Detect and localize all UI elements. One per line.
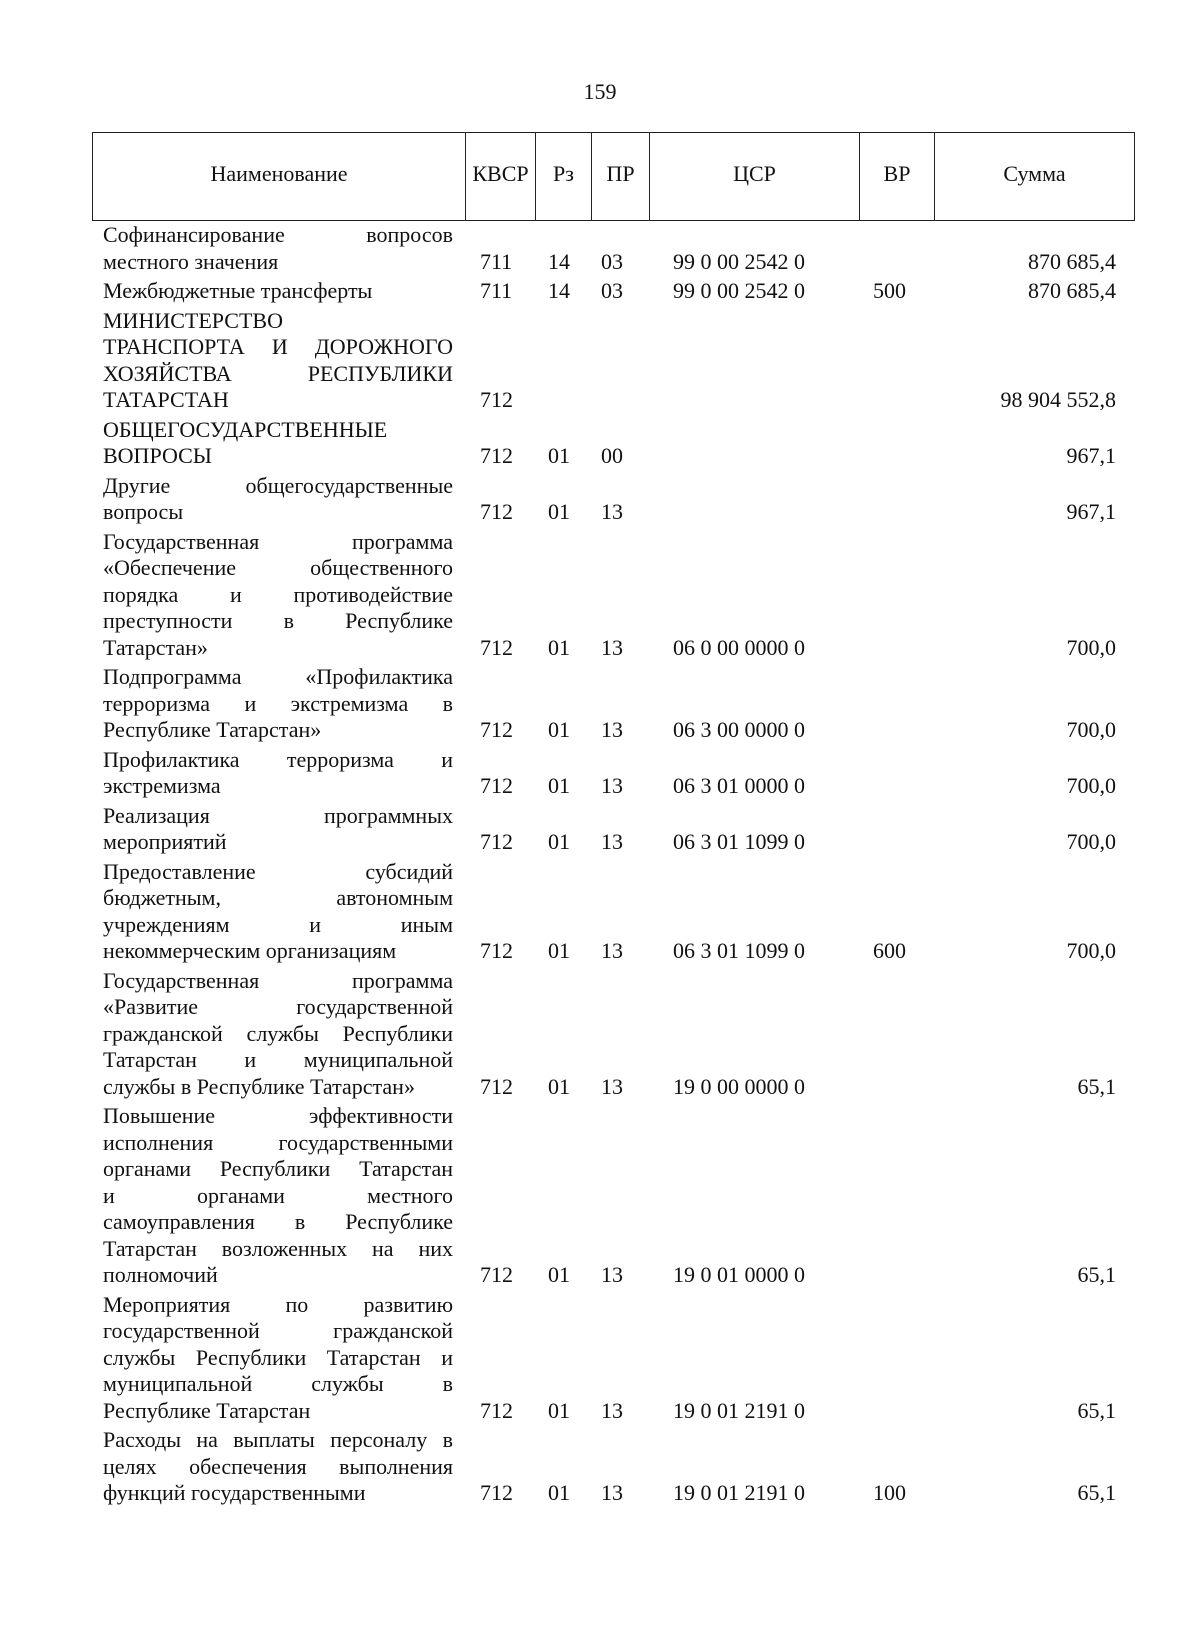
row-name <box>103 278 453 305</box>
row-sum: 870 685,4 <box>1028 278 1116 303</box>
row-name-line: учреждениям и иным <box>103 911 453 937</box>
row-name <box>103 1292 453 1425</box>
row-rz: 01 <box>548 443 570 468</box>
row-name-line: экстремизма <box>103 773 221 798</box>
row-name-line: Реализация программных <box>103 802 453 828</box>
table-row <box>0 803 1200 856</box>
row-kvsr: 712 <box>480 499 513 524</box>
row-name-line: терроризма и экстремизма в <box>103 690 453 716</box>
row-name-line: «Развитие государственной <box>103 994 453 1019</box>
row-sum: 65,1 <box>1077 1262 1116 1287</box>
row-name-line: ТРАНСПОРТА И ДОРОЖНОГО <box>103 334 453 359</box>
row-name-line: Татарстан возложенных на них <box>103 1235 453 1261</box>
row-name-line: Татарстан» <box>103 634 208 660</box>
row-csr: 06 3 01 1099 0 <box>673 938 805 963</box>
row-sum: 65,1 <box>1077 1480 1116 1505</box>
row-name-line: Республике Татарстан» <box>103 717 322 742</box>
table-body <box>0 222 1200 1510</box>
row-name-line: ВОПРОСЫ <box>103 443 212 468</box>
row-kvsr: 712 <box>480 1397 513 1423</box>
row-name-line: Софинансирование вопросов <box>103 222 453 247</box>
row-name <box>103 1103 453 1289</box>
row-vr: 500 <box>873 278 906 303</box>
row-kvsr: 712 <box>480 443 513 468</box>
row-rz: 01 <box>548 499 570 524</box>
row-name-line: самоуправления в Республике <box>103 1209 453 1234</box>
table-row <box>0 968 1200 1101</box>
row-name-line: гражданской службы Республики <box>103 1020 453 1046</box>
row-vr: 100 <box>873 1480 906 1505</box>
row-rz: 01 <box>548 1397 570 1423</box>
row-csr: 19 0 01 2191 0 <box>673 1480 805 1505</box>
row-csr: 99 0 00 2542 0 <box>673 248 805 274</box>
row-sum: 65,1 <box>1077 1397 1116 1423</box>
row-name-line: Татарстан и муниципальной <box>103 1047 453 1072</box>
row-kvsr: 712 <box>480 717 513 742</box>
row-name-line: «Обеспечение общественного <box>103 555 453 580</box>
row-sum: 700,0 <box>1066 634 1116 660</box>
row-name <box>103 747 453 800</box>
row-name-line: Повышение эффективности <box>103 1103 453 1128</box>
table-row <box>0 859 1200 965</box>
row-rz: 01 <box>548 773 570 798</box>
row-sum: 65,1 <box>1077 1073 1116 1099</box>
row-kvsr: 712 <box>480 634 513 660</box>
row-name-line: преступности в Республике <box>103 608 453 633</box>
row-rz: 01 <box>548 717 570 742</box>
row-name-line: Предоставление субсидий <box>103 858 453 884</box>
row-sum: 98 904 552,8 <box>1000 387 1116 412</box>
row-name <box>103 1427 453 1507</box>
row-kvsr: 712 <box>480 1262 513 1287</box>
row-csr: 06 3 00 0000 0 <box>673 717 805 742</box>
row-name <box>103 222 453 275</box>
header-pr: ПР <box>592 133 650 220</box>
row-name-line: службы в Республике Татарстан» <box>103 1073 415 1099</box>
row-pr: 13 <box>601 829 623 854</box>
row-rz: 14 <box>548 278 570 303</box>
row-kvsr: 712 <box>480 829 513 854</box>
row-name-line: Государственная программа <box>103 967 453 993</box>
row-kvsr: 712 <box>480 1073 513 1099</box>
row-kvsr: 711 <box>480 278 513 303</box>
row-name <box>103 859 453 965</box>
table-row <box>0 417 1200 470</box>
row-pr: 03 <box>601 278 623 303</box>
row-name-line: муниципальной службы в <box>103 1371 453 1396</box>
row-sum: 700,0 <box>1066 938 1116 963</box>
row-kvsr: 712 <box>480 1480 513 1505</box>
header-csr: ЦСР <box>650 133 860 220</box>
table-row <box>0 664 1200 744</box>
row-csr: 19 0 01 0000 0 <box>673 1262 805 1287</box>
row-pr: 13 <box>601 1397 623 1423</box>
table-row <box>0 747 1200 800</box>
row-pr: 13 <box>601 1262 623 1287</box>
row-name-line: службы Республики Татарстан и <box>103 1344 453 1370</box>
row-pr: 13 <box>601 938 623 963</box>
row-name-line: МИНИСТЕРСТВО <box>103 307 283 333</box>
row-sum: 700,0 <box>1066 773 1116 798</box>
header-vr: ВР <box>860 133 935 220</box>
row-sum: 967,1 <box>1066 499 1116 524</box>
row-pr: 00 <box>601 443 623 468</box>
row-sum: 870 685,4 <box>1028 248 1116 274</box>
header-kvsr: КВСР <box>466 133 536 220</box>
row-rz: 01 <box>548 1073 570 1099</box>
row-sum: 700,0 <box>1066 829 1116 854</box>
row-name-line: вопросы <box>103 499 184 524</box>
row-csr: 06 0 00 0000 0 <box>673 634 805 660</box>
row-pr: 13 <box>601 773 623 798</box>
row-rz: 01 <box>548 634 570 660</box>
row-name-line: функций государственными <box>103 1480 366 1505</box>
row-csr: 19 0 00 0000 0 <box>673 1073 805 1099</box>
row-name <box>103 308 453 414</box>
row-pr: 13 <box>601 717 623 742</box>
row-name-line: Мероприятия по развитию <box>103 1291 453 1317</box>
row-name-line: органами Республики Татарстан <box>103 1156 453 1181</box>
row-name-line: Расходы на выплаты персоналу в <box>103 1427 453 1452</box>
row-name-line: государственной гражданской <box>103 1318 453 1343</box>
row-name-line: ТАТАРСТАН <box>103 387 229 412</box>
row-name <box>103 803 453 856</box>
row-pr: 13 <box>601 1073 623 1099</box>
row-name-line: Межбюджетные трансферты <box>103 278 373 303</box>
row-name-line: Профилактика терроризма и <box>103 746 453 772</box>
row-name-line: целях обеспечения выполнения <box>103 1453 453 1479</box>
table-row <box>0 473 1200 526</box>
row-rz: 01 <box>548 938 570 963</box>
row-csr: 06 3 01 0000 0 <box>673 773 805 798</box>
row-name-line: Другие общегосударственные <box>103 472 453 498</box>
row-name-line: порядка и противодействие <box>103 581 453 607</box>
table-row <box>0 1427 1200 1507</box>
table-row <box>0 222 1200 275</box>
row-name <box>103 529 453 662</box>
row-csr: 19 0 01 2191 0 <box>673 1397 805 1423</box>
row-csr: 06 3 01 1099 0 <box>673 829 805 854</box>
row-name-line: Республике Татарстан <box>103 1397 311 1423</box>
row-pr: 13 <box>601 634 623 660</box>
row-rz: 01 <box>548 1262 570 1287</box>
row-name <box>103 417 453 470</box>
row-kvsr: 712 <box>480 938 513 963</box>
row-name-line: мероприятий <box>103 829 227 854</box>
row-kvsr: 712 <box>480 773 513 798</box>
row-name-line: Подпрограмма «Профилактика <box>103 664 453 689</box>
table-row <box>0 308 1200 414</box>
table-row <box>0 1292 1200 1425</box>
row-name-line: ОБЩЕГОСУДАРСТВЕННЫЕ <box>103 416 388 442</box>
row-kvsr: 712 <box>480 387 513 412</box>
row-name-line: ХОЗЯЙСТВА РЕСПУБЛИКИ <box>103 360 453 386</box>
row-csr: 99 0 00 2542 0 <box>673 278 805 303</box>
row-sum: 967,1 <box>1066 443 1116 468</box>
row-vr: 600 <box>873 938 906 963</box>
row-name <box>103 473 453 526</box>
row-kvsr: 711 <box>480 248 513 274</box>
row-sum: 700,0 <box>1066 717 1116 742</box>
row-pr: 03 <box>601 248 623 274</box>
table-row <box>0 529 1200 662</box>
row-name-line: Государственная программа <box>103 528 453 554</box>
table-row <box>0 278 1200 305</box>
row-rz: 01 <box>548 829 570 854</box>
row-name <box>103 664 453 744</box>
page-number: 159 <box>583 79 617 104</box>
header-rz: Рз <box>536 133 592 220</box>
row-pr: 13 <box>601 1480 623 1505</box>
row-name-line: и органами местного <box>103 1182 453 1208</box>
row-name <box>103 968 453 1101</box>
header-name: Наименование <box>93 133 466 220</box>
row-name-line: местного значения <box>103 248 279 274</box>
row-name-line: бюджетным, автономным <box>103 885 453 910</box>
row-name-line: некоммерческим организациям <box>103 938 397 963</box>
row-rz: 01 <box>548 1480 570 1505</box>
row-rz: 14 <box>548 248 570 274</box>
header-sum: Сумма <box>1003 160 1066 186</box>
row-name-line: исполнения государственными <box>103 1129 453 1155</box>
row-name-line: полномочий <box>103 1262 218 1287</box>
row-pr: 13 <box>601 499 623 524</box>
table-row <box>0 1103 1200 1289</box>
table-header <box>92 132 1135 221</box>
